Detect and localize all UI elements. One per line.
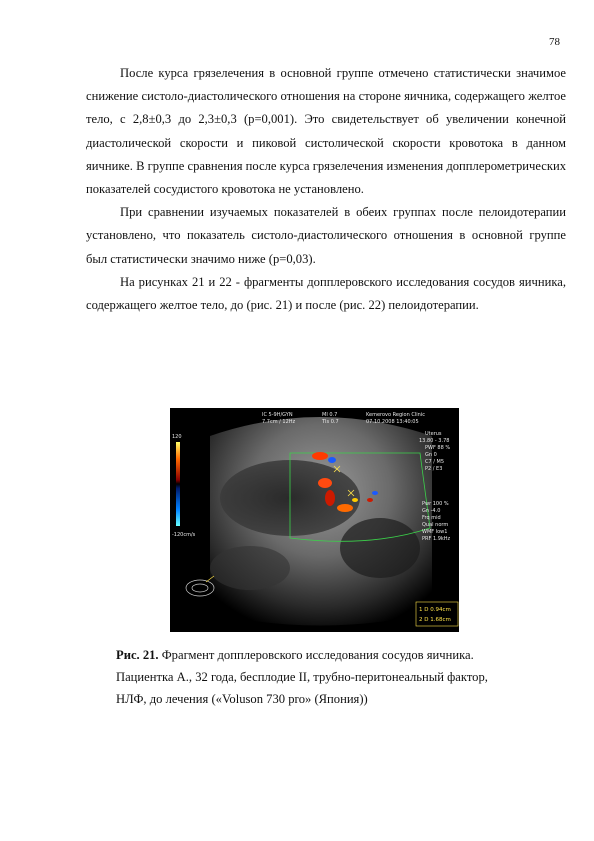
header-datetime: 07.10.2008 13:40:05 bbox=[366, 419, 419, 425]
paragraph-3: На рисунках 21 и 22 - фрагменты допплеровского исследования сосудов яичника, содержащего желтое тело, до (рис. 21) и после (рис. 22) пелоидотерапии. bbox=[86, 274, 566, 313]
caption-text-1: Фрагмент допплеровского исследования сосудов яичника. bbox=[158, 648, 474, 662]
svg-text:C7 / M5: C7 / M5 bbox=[425, 459, 445, 465]
svg-text:PRF 1.9kHz: PRF 1.9kHz bbox=[422, 536, 451, 542]
caption-line-2: Пациентка А., 32 года, бесплодие II, трубно-перитонеальный фактор, bbox=[116, 670, 488, 684]
paragraph-2: При сравнении изучаемых показателей в обеих группах после пелоидотерапии установлено, что показатель систоло-диастолического отношения в основной группе был статистически значимо ниже (р=0,03). bbox=[86, 205, 566, 266]
colorbar-top-label: 120 bbox=[172, 434, 182, 440]
page-number: 78 bbox=[549, 36, 560, 48]
caption-line-1 bbox=[116, 644, 556, 666]
ultrasound-image bbox=[170, 408, 459, 632]
svg-text:Qual norm: Qual norm bbox=[422, 522, 449, 528]
header-tis: TIs 0.7 bbox=[322, 419, 339, 425]
measurement-1: 1 D 0.94cm bbox=[419, 607, 451, 613]
colorbar-bottom-label: -120cm/s bbox=[172, 532, 196, 538]
body-text bbox=[86, 62, 566, 317]
header-probe: IC 5-9H/GYN bbox=[262, 412, 293, 418]
velocity-colorbar bbox=[176, 442, 180, 526]
svg-text:Uterus: Uterus bbox=[425, 431, 442, 437]
header-depth: 7.7cm / 12Hz bbox=[262, 419, 296, 425]
header-mi: MI 0.7 bbox=[322, 412, 338, 418]
svg-text:13.80 - 3.78: 13.80 - 3.78 bbox=[419, 438, 450, 444]
svg-text:Pwr 100 %: Pwr 100 % bbox=[422, 501, 449, 507]
ultrasound-figure bbox=[170, 408, 459, 632]
svg-text:PWF 88 %: PWF 88 % bbox=[425, 445, 451, 451]
svg-text:Frq mid: Frq mid bbox=[422, 515, 441, 521]
figure-caption bbox=[116, 644, 556, 710]
measurement-2: 2 D 1.68cm bbox=[419, 617, 451, 623]
svg-text:WMF low1: WMF low1 bbox=[422, 529, 448, 535]
header-clinic: Kemerovo Region Clinic bbox=[366, 412, 425, 418]
svg-text:Gn 0: Gn 0 bbox=[425, 452, 437, 458]
paragraph-1: После курса грязелечения в основной группе отмечено статистически значимое снижение систоло-диастолического отношения на стороне яичника, содержащего желтое тело, с 2,8±0,3 до 2,3±0,3 (р=0,001). Это свидетельствует об увеличении конечной диастолической скорости и пиковой систолической скорости кровотока в данном яичнике. В группе сравнения после курса грязелечения изменения допплерометрических показателей сосудистого кровотока не установлено. bbox=[86, 66, 566, 197]
svg-text:P2 / E3: P2 / E3 bbox=[425, 466, 443, 472]
svg-text:Gn -4.0: Gn -4.0 bbox=[422, 508, 441, 514]
caption-label: Рис. 21. bbox=[116, 648, 159, 662]
caption-line-3: НЛФ, до лечения («Voluson 730 pro» (Япония)) bbox=[116, 692, 368, 706]
